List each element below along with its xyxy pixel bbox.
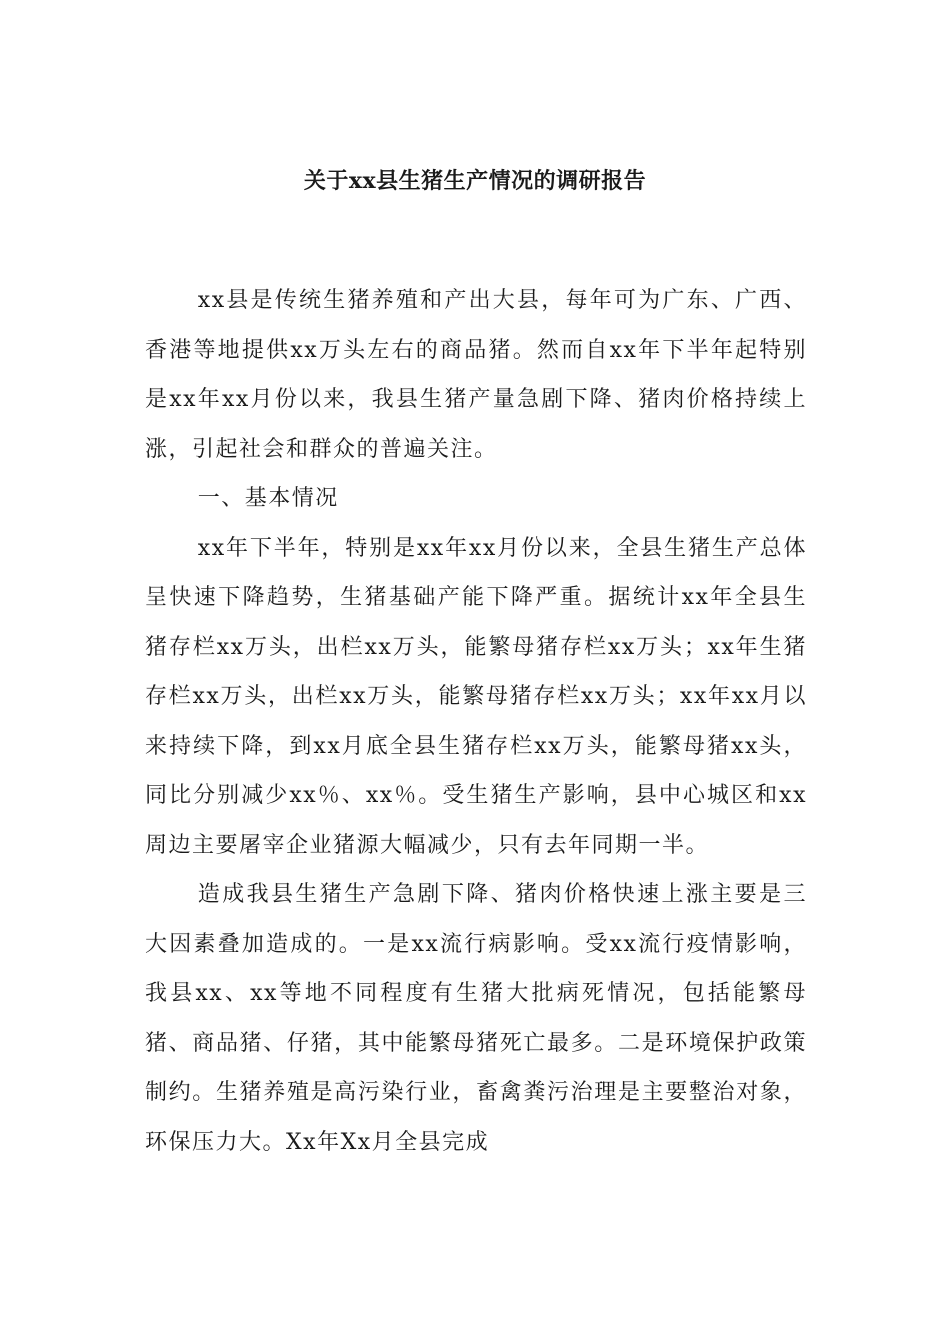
statistics-paragraph: xx年下半年，特别是xx年xx月份以来，全县生猪生产总体呈快速下降趋势，生猪基础产能下降严重。据统计xx年全县生猪存栏xx万头，出栏xx万头，能繁母猪存栏xx万头；xx年生猪存栏xx万头，出栏xx万头，能繁母猪存栏xx万头；xx年xx月以来持续下降，到xx月底全县生猪存栏xx万头，能繁母猪xx头，同比分别减少xx％、xx％。受生猪生产影响，县中心城区和xx周边主要屠宰企业猪源大幅减少，只有去年同期一半。 <box>145 535 807 858</box>
causes-paragraph: 造成我县生猪生产急剧下降、猪肉价格快速上涨主要是三大因素叠加造成的。一是xx流行病影响。受xx流行疫情影响，我县xx、xx等地不同程度有生猪大批病死情况，包括能繁母猪、商品猪、仔猪，其中能繁母猪死亡最多。二是环境保护政策制约。生猪养殖是高污染行业，畜禽粪污治理是主要整治对象，环保压力大。Xx年Xx月全县完成 <box>145 882 807 1155</box>
intro-paragraph: xx县是传统生猪养殖和产出大县，每年可为广东、广西、香港等地提供xx万头左右的商品猪。然而自xx年下半年起特别是xx年xx月份以来，我县生猪产量急剧下降、猪肉价格持续上涨，引起社会和群众的普遍关注。 <box>145 288 807 462</box>
section-heading-basic-situation: 一、基本情况 <box>197 486 339 511</box>
document-body <box>145 276 807 1167</box>
document-title: 关于xx县生猪生产情况的调研报告 <box>303 168 647 194</box>
